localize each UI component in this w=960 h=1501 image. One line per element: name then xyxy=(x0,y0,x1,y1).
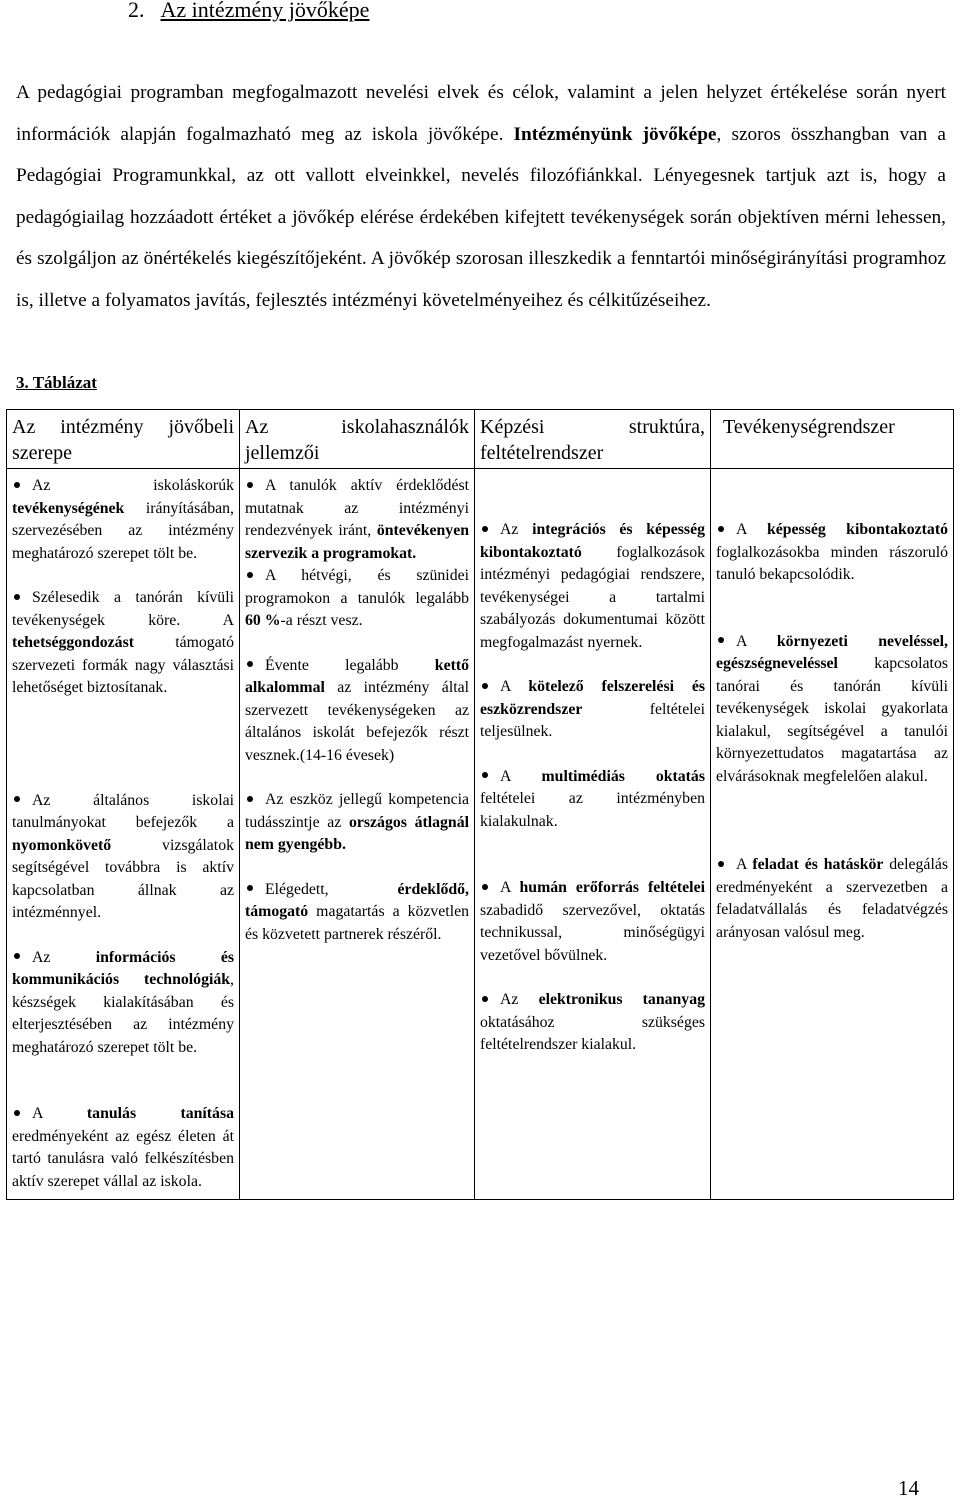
bullet-icon xyxy=(718,526,724,532)
list-item: Szélesedik a tanórán kívüli tevékenységek köre. A tehetséggondozást támogató szervezeti formák nagy választási lehetőséget biztosítanak. xyxy=(12,589,234,696)
bullet-icon xyxy=(482,683,488,689)
bullet-icon xyxy=(14,482,20,488)
bullet-icon xyxy=(14,594,20,600)
intro-sentence-4: A jövőkép szorosan illeszkedik a fenntartói minőségirányítási programhoz is, illetve a folyamatos javítás, fejlesztés intézményi követelményeihez és célkitűzéseihez. xyxy=(16,248,946,311)
bullet-icon xyxy=(14,1110,20,1116)
bullet-icon xyxy=(247,572,253,578)
list-item: A feladat és hatáskör delegálás eredményeként a szervezetben a feladatvállalás és feladatvégzés arányosan valósul meg. xyxy=(716,856,948,941)
intro-sentence-2: , szoros összhangban van a Pedagógiai Programunkkal, az ott vallott elveinkkel, nevelés filozófiánkkal. xyxy=(16,123,946,186)
list-item: Elégedett, érdeklődő, támogató magatartás a közvetlen és közvetett partnerek részéről. xyxy=(245,880,469,943)
bullet-icon xyxy=(14,953,20,959)
header-training-structure: Képzési struktúra, feltételrendszer xyxy=(475,410,711,469)
table-row xyxy=(7,469,954,1200)
cell-activity-system xyxy=(711,469,954,1200)
page-number: 14 xyxy=(898,1476,919,1500)
intro-bold-term: Intézményünk jövőképe xyxy=(513,123,717,145)
intro-sentence-3: Lényegesnek tartjuk azt is, hogy a pedagógiailag hozzáadott értéket a jövőkép elérése érdekében kifejtett tevékenységek során objektíven mérni lehessen, és szolgáljon az önértékelés kiegészítőjeként. xyxy=(16,165,946,269)
section-heading xyxy=(128,0,369,23)
bullet-icon xyxy=(482,526,488,532)
list-item: Az általános iskolai tanulmányokat befejezők a nyomonkövető vizsgálatok segítségével továbbra is aktív kapcsolatban állnak az intézménnyel. xyxy=(12,791,234,921)
cell-training-structure xyxy=(475,469,711,1200)
cell-future-role xyxy=(7,469,240,1200)
table-header-row xyxy=(7,410,954,469)
list-item: Évente legalább kettő alkalommal az intézmény által szervezett tevékenységeken az általános iskolát befejezők részt vesznek.(14-16 évesek) xyxy=(245,656,469,764)
section-number: 2. xyxy=(128,0,145,22)
list-item: A tanulás tanítása eredményeként az egész életen át tartó tanulásra való felkészítésben aktív szerepet vállal az iskola. xyxy=(12,1105,234,1190)
list-item: Az eszköz jellegű kompetencia tudásszintje az országos átlagnál nem gyengébb. xyxy=(245,791,469,853)
list-item: A tanulók aktív érdeklődést mutatnak az intézményi rendezvények iránt, öntevékenyen szervezik a programokat. xyxy=(245,477,469,562)
bullet-icon xyxy=(482,996,488,1002)
list-item: Az integrációs és képesség kibontakoztató foglalkozások intézményi pedagógiai rendszere, tevékenységei a tartalmi szabályozás dokumentumai között megfogalmazást nyernek. xyxy=(480,521,705,651)
list-item: A kötelező felszerelési és eszközrendszer feltételei teljesülnek. xyxy=(480,678,705,740)
bullet-icon xyxy=(718,861,724,867)
bullet-icon xyxy=(247,796,253,802)
intro-sentence-1: A pedagógiai programban megfogalmazott nevelési elvek és célok, valamint a jelen helyzet értékelése során nyert információk alapján fogalmazható meg az iskola jövőképe. xyxy=(16,82,946,145)
bullet-icon xyxy=(482,772,488,778)
list-item: A humán erőforrás feltételei szabadidő szervezővel, oktatás technikussal, minőségügyi vezetővel bővülnek. xyxy=(480,879,705,964)
bullet-icon xyxy=(247,661,253,667)
bullet-icon xyxy=(247,885,253,891)
list-item: Az elektronikus tananyag oktatásához szükséges feltételrendszer kialakul. xyxy=(480,991,705,1053)
header-activity-system: Tevékenységrendszer xyxy=(711,410,954,469)
list-item: A multimédiás oktatás feltételei az intézményben kialakulnak. xyxy=(480,767,705,830)
section-title: Az intézmény jövőképe xyxy=(160,0,370,22)
intro-paragraph xyxy=(16,72,946,321)
bullet-icon xyxy=(718,637,724,643)
bullet-icon xyxy=(482,884,488,890)
cell-school-users xyxy=(240,469,475,1200)
list-item: Az iskoláskorúk tevékenységének irányításában, szervezésében az intézmény meghatározó szerepet tölt be. xyxy=(12,477,234,562)
list-item: A képesség kibontakoztató foglalkozásokba minden rászoruló tanuló bekapcsolódik. xyxy=(716,521,948,583)
list-item: Az információs és kommunikációs technológiák, készségek kialakításában és elterjesztésében az intézmény meghatározó szerepet tölt be. xyxy=(12,948,234,1056)
bullet-icon xyxy=(14,796,20,802)
list-item: A hétvégi, és szünidei programokon a tanulók legalább 60 %-a részt vesz. xyxy=(245,567,469,629)
list-item: A környezeti neveléssel, egészségneveléssel kapcsolatos tanórai és tanórán kívüli tevékenységek iskolai gyakorlata kialakul, segítségével a tanulói környezettudatos magatartása az elvárásoknak megfelelően alakul. xyxy=(716,632,948,785)
header-future-role: Az intézmény jövőbeli szerepe xyxy=(7,410,240,469)
bullet-icon xyxy=(247,482,253,488)
vision-table xyxy=(6,409,954,1200)
table-caption: 3. Táblázat xyxy=(16,373,97,392)
header-school-users: Az iskolahasználók jellemzői xyxy=(240,410,475,469)
